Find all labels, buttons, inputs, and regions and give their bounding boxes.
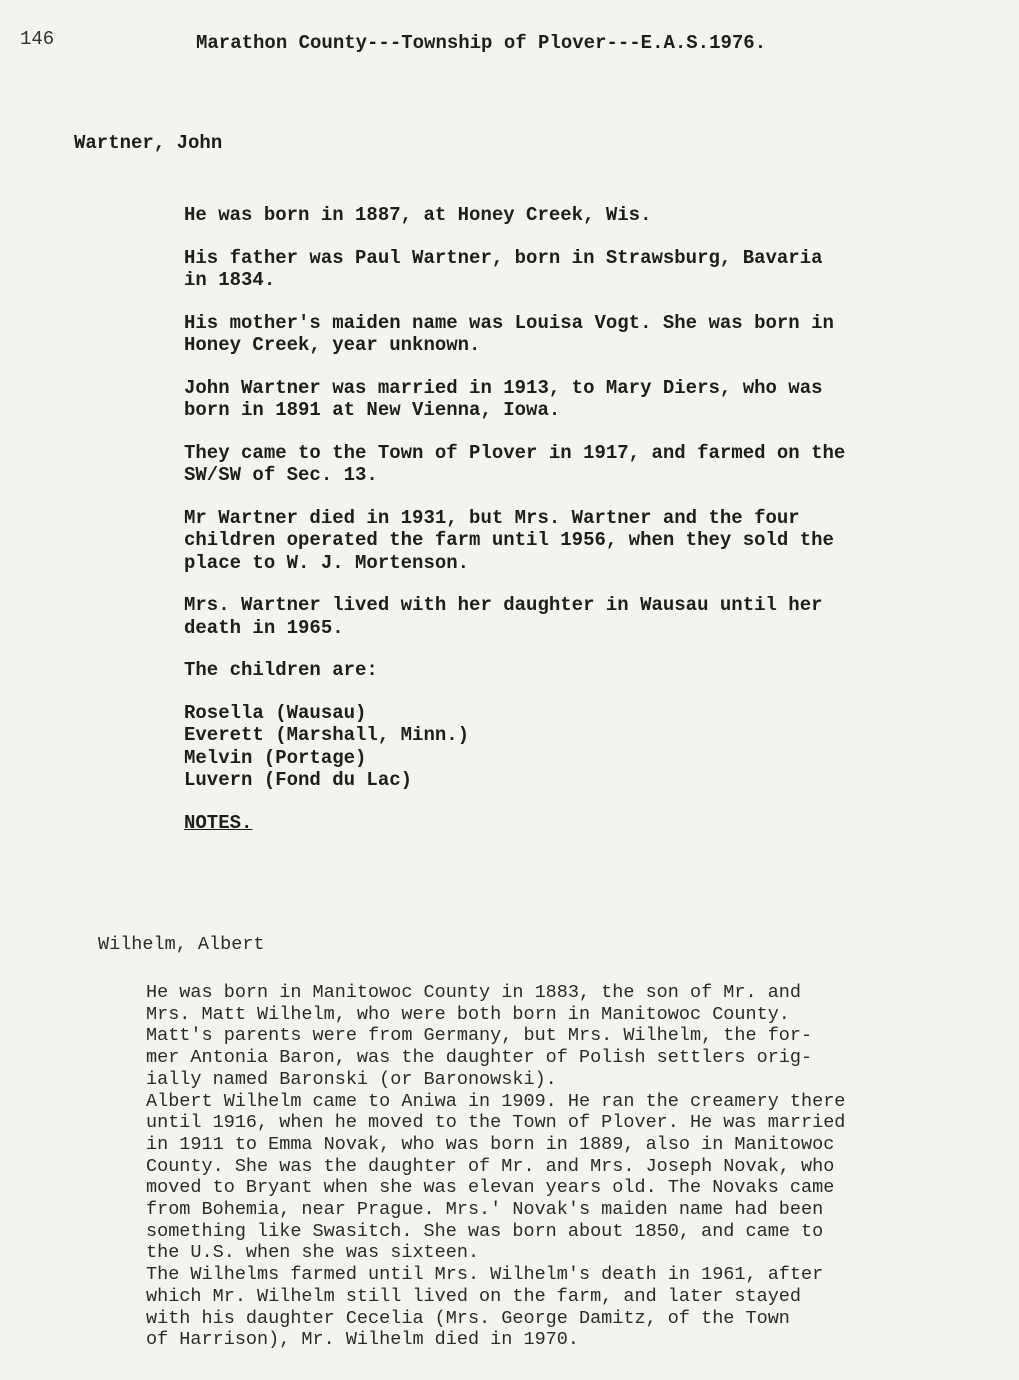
list-item: Everett (Marshall, Minn.) xyxy=(184,724,470,746)
text-line: in 1911 to Emma Novak, who was born in 1889, also in Manitowoc xyxy=(146,1133,835,1155)
text-line: He was born in Manitowoc County in 1883, the son of Mr. and xyxy=(146,982,802,1003)
list-item: Melvin (Portage) xyxy=(184,746,367,769)
text-line: the U.S. when she was sixteen. xyxy=(146,1242,480,1264)
text-line: from Bohemia, near Prague. Mrs.' Novak's maiden name had been xyxy=(146,1199,824,1221)
text-line: until 1916, when he moved to the Town of Plover. He was married xyxy=(146,1112,846,1134)
paragraph-children-intro: The children are: xyxy=(184,659,378,681)
list-item: Luvern (Fond du Lac) xyxy=(184,769,413,791)
entry-title-wilhelm: Wilhelm, Albert xyxy=(98,934,265,955)
text-line: of Harrison), Mr. Wilhelm died in 1970. xyxy=(146,1329,579,1351)
entry-title-wartner: Wartner, John xyxy=(74,132,223,154)
paragraph-marriage: John Wartner was married in 1913, to Mary Diers, who was born in 1891 at New Vienna, Iowa. xyxy=(184,376,823,421)
paragraph-mother: His mother's maiden name was Louisa Vogt. She was born in Honey Creek, year unknown. xyxy=(184,311,834,356)
page-number: 146 xyxy=(20,28,55,50)
notes-label: NOTES. xyxy=(184,811,253,834)
page-header: Marathon County---Township of Plover---E.A.S.1976. xyxy=(196,32,767,54)
text-line: Albert Wilhelm came to Aniwa in 1909. He ran the creamery there xyxy=(146,1090,846,1112)
paragraph-birth: He was born in 1887, at Honey Creek, Wis. xyxy=(184,204,652,226)
text-line: moved to Bryant when she was elevan years old. The Novaks came xyxy=(146,1177,835,1199)
text-line: which Mr. Wilhelm still lived on the farm, and later stayed xyxy=(146,1285,802,1307)
paragraph-father: His father was Paul Wartner, born in Strawsburg, Bavaria in 1834. xyxy=(184,246,823,291)
entry-body-wartner xyxy=(184,204,984,854)
text-line: something like Swasitch. She was born about 1850, and came to xyxy=(146,1220,824,1242)
text-line: Mrs. Matt Wilhelm, who were both born in Manitowoc County. xyxy=(146,1003,790,1025)
children-list xyxy=(184,702,984,792)
text-line: County. She was the daughter of Mr. and Mrs. Joseph Novak, who xyxy=(146,1155,835,1177)
text-line: with his daughter Cecelia (Mrs. George Damitz, of the Town xyxy=(146,1307,790,1329)
text-line: mer Antonia Baron, was the daughter of Polish settlers orig- xyxy=(146,1047,813,1069)
paragraph-wausau: Mrs. Wartner lived with her daughter in Wausau until her death in 1965. xyxy=(184,594,823,639)
paragraph-plover: They came to the Town of Plover in 1917, and farmed on the SW/SW of Sec. 13. xyxy=(184,441,846,486)
text-line: The Wilhelms farmed until Mrs. Wilhelm's death in 1961, after xyxy=(146,1264,824,1286)
text-line: ially named Baronski (or Baronowski). xyxy=(146,1068,557,1090)
entry-body-wilhelm xyxy=(146,982,976,1351)
paragraph-death: Mr Wartner died in 1931, but Mrs. Wartner and the four children operated the farm until 1956, when they sold the place to W. J. Mortenson. xyxy=(184,506,834,574)
list-item: Rosella (Wausau) xyxy=(184,701,367,724)
text-line: Matt's parents were from Germany, but Mrs. Wilhelm, the for- xyxy=(146,1025,813,1047)
